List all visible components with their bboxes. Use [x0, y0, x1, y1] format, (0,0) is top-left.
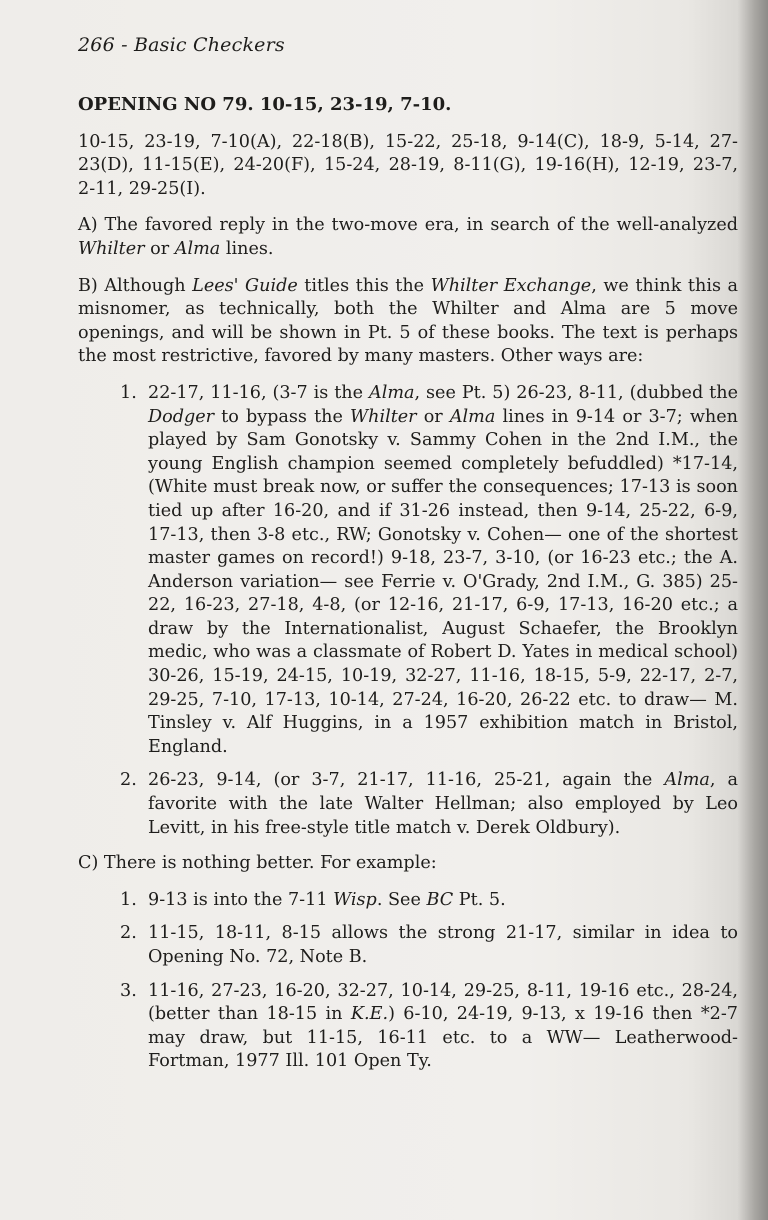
item-italic: Wisp	[333, 889, 377, 910]
note-b-italic: Whilter Exchange	[430, 275, 592, 296]
note-b-text: , we think this a misnomer, as technically, both the Whilter and Alma are 5 move openings, and will be shown in Pt. 5 of these books. The text is perhaps the most restrictive, favored by many masters. Other ways are:	[78, 275, 739, 367]
list-number: 2.	[120, 770, 137, 791]
item-text: 11-15, 18-11, 8-15 allows the strong 21-17, similar in idea to Opening No. 72, Note B.	[148, 923, 738, 967]
list-item	[78, 769, 738, 840]
list-number: 1.	[120, 889, 137, 910]
book-title: Basic Checkers	[133, 34, 285, 56]
note-b-italic: Lees' Guide	[192, 275, 298, 296]
item-italic: Alma	[664, 770, 710, 791]
note-b-list	[78, 382, 738, 840]
item-text: Pt. 5.	[453, 889, 506, 910]
list-item	[78, 980, 738, 1074]
note-c-text: There is nothing better. For example:	[98, 853, 437, 874]
list-number: 3.	[120, 980, 137, 1001]
item-text: , a favorite with the late Walter Hellman; also employed by Leo Levitt, in his free-style title match v. Derek Oldbury).	[148, 770, 738, 838]
item-text: ) 6-10, 24-19, 9-13, x 19-16 then *2-7 may draw, but 11-15, 16-11 etc. to a WW— Leatherwood-Fortman, 1977 Ill. 101 Open Ty.	[148, 1004, 738, 1072]
note-a-text: The favored reply in the two-move era, in search of the well-analyzed	[97, 215, 738, 236]
note-b-label: B)	[78, 275, 98, 296]
item-italic: Alma	[449, 406, 496, 427]
running-header	[78, 34, 285, 56]
note-a-text: or	[144, 238, 175, 259]
list-number: 2.	[120, 923, 137, 944]
note-c	[78, 852, 738, 876]
main-line: 10-15, 23-19, 7-10(A), 22-18(B), 15-22, 25-18, 9-14(C), 18-9, 5-14, 27-23(D), 11-15(E), 24-20(F), 15-24, 28-19, 8-11(G), 19-16(H), 12-19, 23-7, 2-11, 29-25(I).	[78, 131, 738, 199]
list-item	[78, 382, 738, 760]
item-italic: Alma	[368, 382, 415, 403]
note-a-text: lines.	[220, 238, 274, 259]
list-item	[78, 889, 738, 913]
note-b-text: Although	[97, 275, 193, 296]
item-text: to bypass the	[214, 406, 351, 427]
item-italic: Dodger	[148, 406, 215, 427]
note-b	[78, 275, 738, 369]
item-text: or	[416, 406, 450, 427]
note-b-text: titles this the	[297, 275, 431, 296]
note-a-italic: Alma	[174, 238, 221, 259]
item-text: 26-23, 9-14, (or 3-7, 21-17, 11-16, 25-21, again the	[148, 770, 665, 791]
item-italic: Whilter	[350, 406, 417, 427]
item-text: . See	[376, 889, 427, 910]
item-italic: BC	[426, 889, 454, 910]
note-c-label: C)	[78, 853, 99, 874]
item-text: 9-13 is into the 7-11	[148, 889, 334, 910]
note-c-list	[78, 889, 738, 1074]
page-edge-shadow	[738, 0, 768, 1220]
list-item	[78, 922, 738, 969]
list-number: 1.	[120, 382, 137, 403]
item-text: lines in 9-14 or 3-7; when played by Sam Gonotsky v. Sammy Cohen in the 2nd I.M., the young English champion seemed completely befuddled) *17-14, (White must break now, or suffer the consequences; 17-13 is soon tied up after 16-20, and if 31-26 instead, then 9-14, 25-22, 6-9, 17-13, then 3-8 etc., RW; Gonotsky v. Cohen— one of the shortest master games on record!) 9-18, 23-7, 3-10, (or 16-23 etc.; the A. Anderson variation— see Ferrie v. O'Grady, 2nd I.M., G. 385) 25-22, 16-23, 27-18, 4-8, (or 12-16, 21-17, 6-9, 17-13, 16-20 etc.; a draw by the Internationalist, August Schaefer, the Brooklyn medic, who was a classmate of Robert D. Yates in medical school) 30-26, 15-19, 24-15, 10-19, 32-27, 11-16, 18-15, 5-9, 22-17, 2-7, 29-25, 7-10, 17-13, 10-14, 27-24, 16-20, 26-22 etc. to draw— M. Tinsley v. Alf Huggins, in a 1957 exhibition match in Bristol, England.	[148, 406, 738, 757]
page-body	[78, 93, 738, 1086]
item-text: , see Pt. 5) 26-23, 8-11, (dubbed the	[414, 382, 738, 403]
page-number: 266	[78, 34, 115, 56]
opening-title: OPENING NO 79. 10-15, 23-19, 7-10.	[78, 94, 452, 115]
item-text: 11-16, 27-23, 16-20, 32-27, 10-14, 29-25, 8-11, 19-16 etc., 28-24, (better than 18-15 in	[148, 980, 738, 1025]
item-text: 22-17, 11-16, (3-7 is the	[148, 382, 369, 403]
note-a-italic: Whilter	[78, 238, 145, 259]
header-separator: -	[114, 34, 134, 56]
item-italic: K.E.	[350, 1004, 389, 1025]
note-a-label: A)	[78, 215, 98, 236]
note-a	[78, 214, 738, 261]
